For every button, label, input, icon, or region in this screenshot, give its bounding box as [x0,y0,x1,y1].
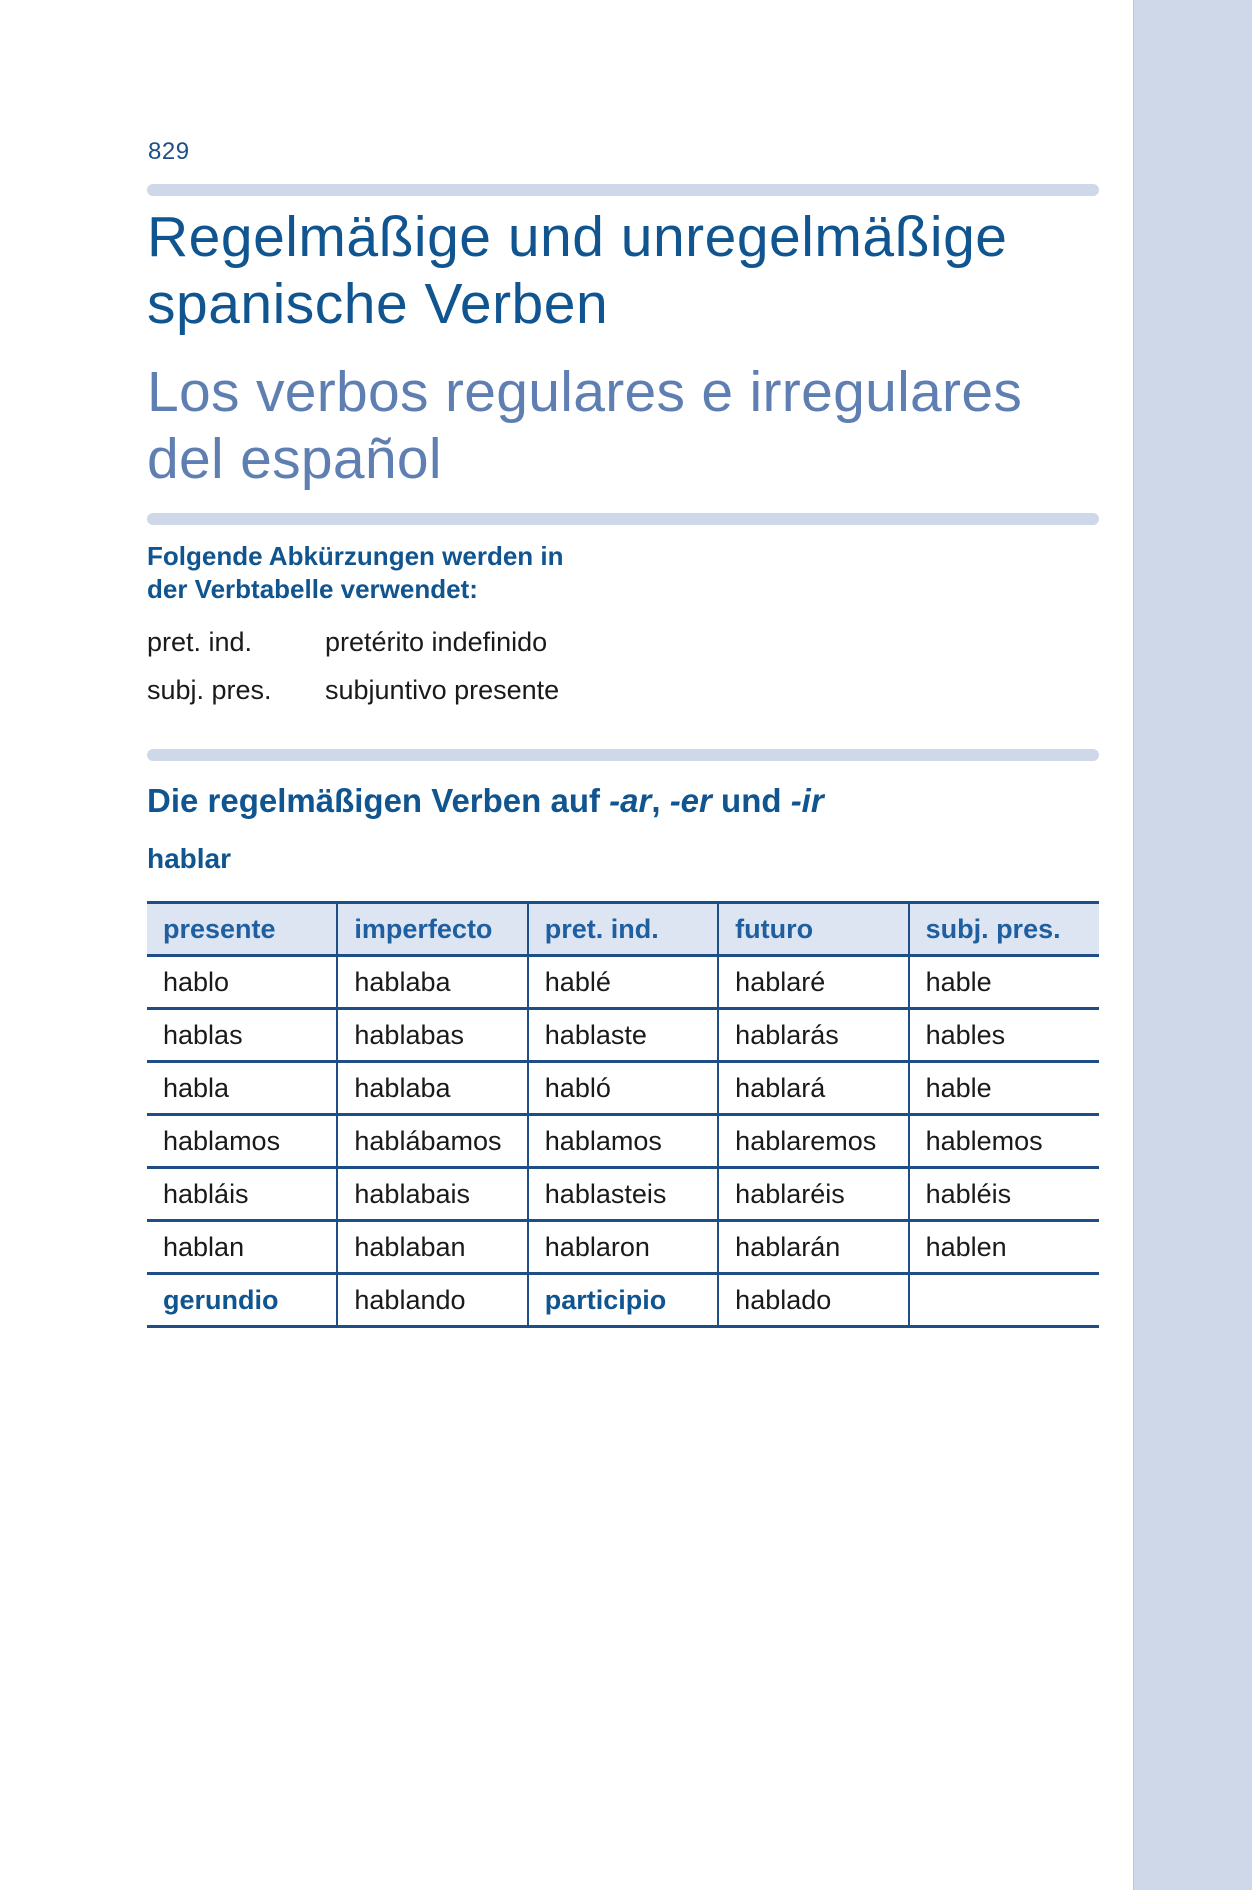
table-cell: hablabas [337,1009,527,1062]
table-cell: hablamos [528,1115,718,1168]
table-cell: hablo [147,956,337,1009]
abbreviation-key: pret. ind. [147,627,253,657]
gerundio-value: hablando [337,1274,527,1327]
table-cell: hablaban [337,1221,527,1274]
title-spanish-line-2: del español [147,427,442,491]
abbreviations-heading-line-2: der Verbtabelle verwendet: [147,574,478,604]
table-row [147,1009,1099,1062]
page-title-spanish [147,359,1022,493]
column-header-subj-pres: subj. pres. [909,903,1099,956]
table-cell: hablarán [718,1221,908,1274]
table-cell: hables [909,1009,1099,1062]
divider-rule-middle [147,513,1099,525]
title-german-line-2: spanische Verben [147,272,609,336]
table-cell: hablaba [337,956,527,1009]
column-header-presente: presente [147,903,337,956]
table-cell: hablas [147,1009,337,1062]
table-cell: hable [909,956,1099,1009]
table-row [147,1168,1099,1221]
side-thumb-tab [1133,0,1252,1890]
table-cell: hablé [528,956,718,1009]
table-footer-row [147,1274,1099,1327]
table-row [147,956,1099,1009]
table-cell: habló [528,1062,718,1115]
abbreviation-meaning: pretérito indefinido [325,627,548,657]
verb-label: hablar [147,843,232,874]
ending-er: -er [669,782,712,819]
table-cell: hablabais [337,1168,527,1221]
abbreviations-heading [147,540,564,606]
column-header-pret-ind: pret. ind. [528,903,718,956]
table-row [147,1062,1099,1115]
separator-comma: , [651,782,670,819]
page-number: 829 [148,138,190,165]
table-cell: hable [909,1062,1099,1115]
abbreviation-item [147,666,559,714]
conjugation-table [147,901,1099,1328]
ending-ar: -ar [609,782,652,819]
title-german-line-1: Regelmäßige und unregelmäßige [147,205,1008,269]
divider-rule-lower [147,749,1099,761]
table-cell: hablaba [337,1062,527,1115]
table-cell: habláis [147,1168,337,1221]
divider-rule-top [147,184,1099,196]
table-cell: hablen [909,1221,1099,1274]
table-cell: hablaron [528,1221,718,1274]
conjunction-und: und [711,782,791,819]
section-heading [147,779,824,823]
table-header-row [147,903,1099,956]
empty-cell [909,1274,1099,1327]
table-cell: hablábamos [337,1115,527,1168]
abbreviation-meaning: subjuntivo presente [325,675,560,705]
table-cell: hablemos [909,1115,1099,1168]
table-cell: hablamos [147,1115,337,1168]
table-cell: hablan [147,1221,337,1274]
abbreviations-heading-line-1: Folgende Abkürzungen werden in [147,541,564,571]
abbreviation-item [147,618,559,666]
table-cell: habla [147,1062,337,1115]
table-cell: hablaremos [718,1115,908,1168]
table-cell: hablaré [718,956,908,1009]
table-row [147,1115,1099,1168]
table-row [147,1221,1099,1274]
table-cell: hablaréis [718,1168,908,1221]
participio-value: hablado [718,1274,908,1327]
abbreviations-list [147,618,559,714]
gerundio-label: gerundio [147,1274,337,1327]
ending-ir: -ir [790,782,824,819]
participio-label: participio [528,1274,718,1327]
column-header-futuro: futuro [718,903,908,956]
table-cell: hablaste [528,1009,718,1062]
abbreviation-key: subj. pres. [147,675,272,705]
table-cell: habléis [909,1168,1099,1221]
table-cell: hablarás [718,1009,908,1062]
page-title-german [147,204,1007,338]
title-spanish-line-1: Los verbos regulares e irregulares [147,360,1023,424]
table-cell: hablasteis [528,1168,718,1221]
column-header-imperfecto: imperfecto [337,903,527,956]
section-heading-prefix: Die regelmäßigen Verben auf [147,782,610,819]
table-cell: hablará [718,1062,908,1115]
